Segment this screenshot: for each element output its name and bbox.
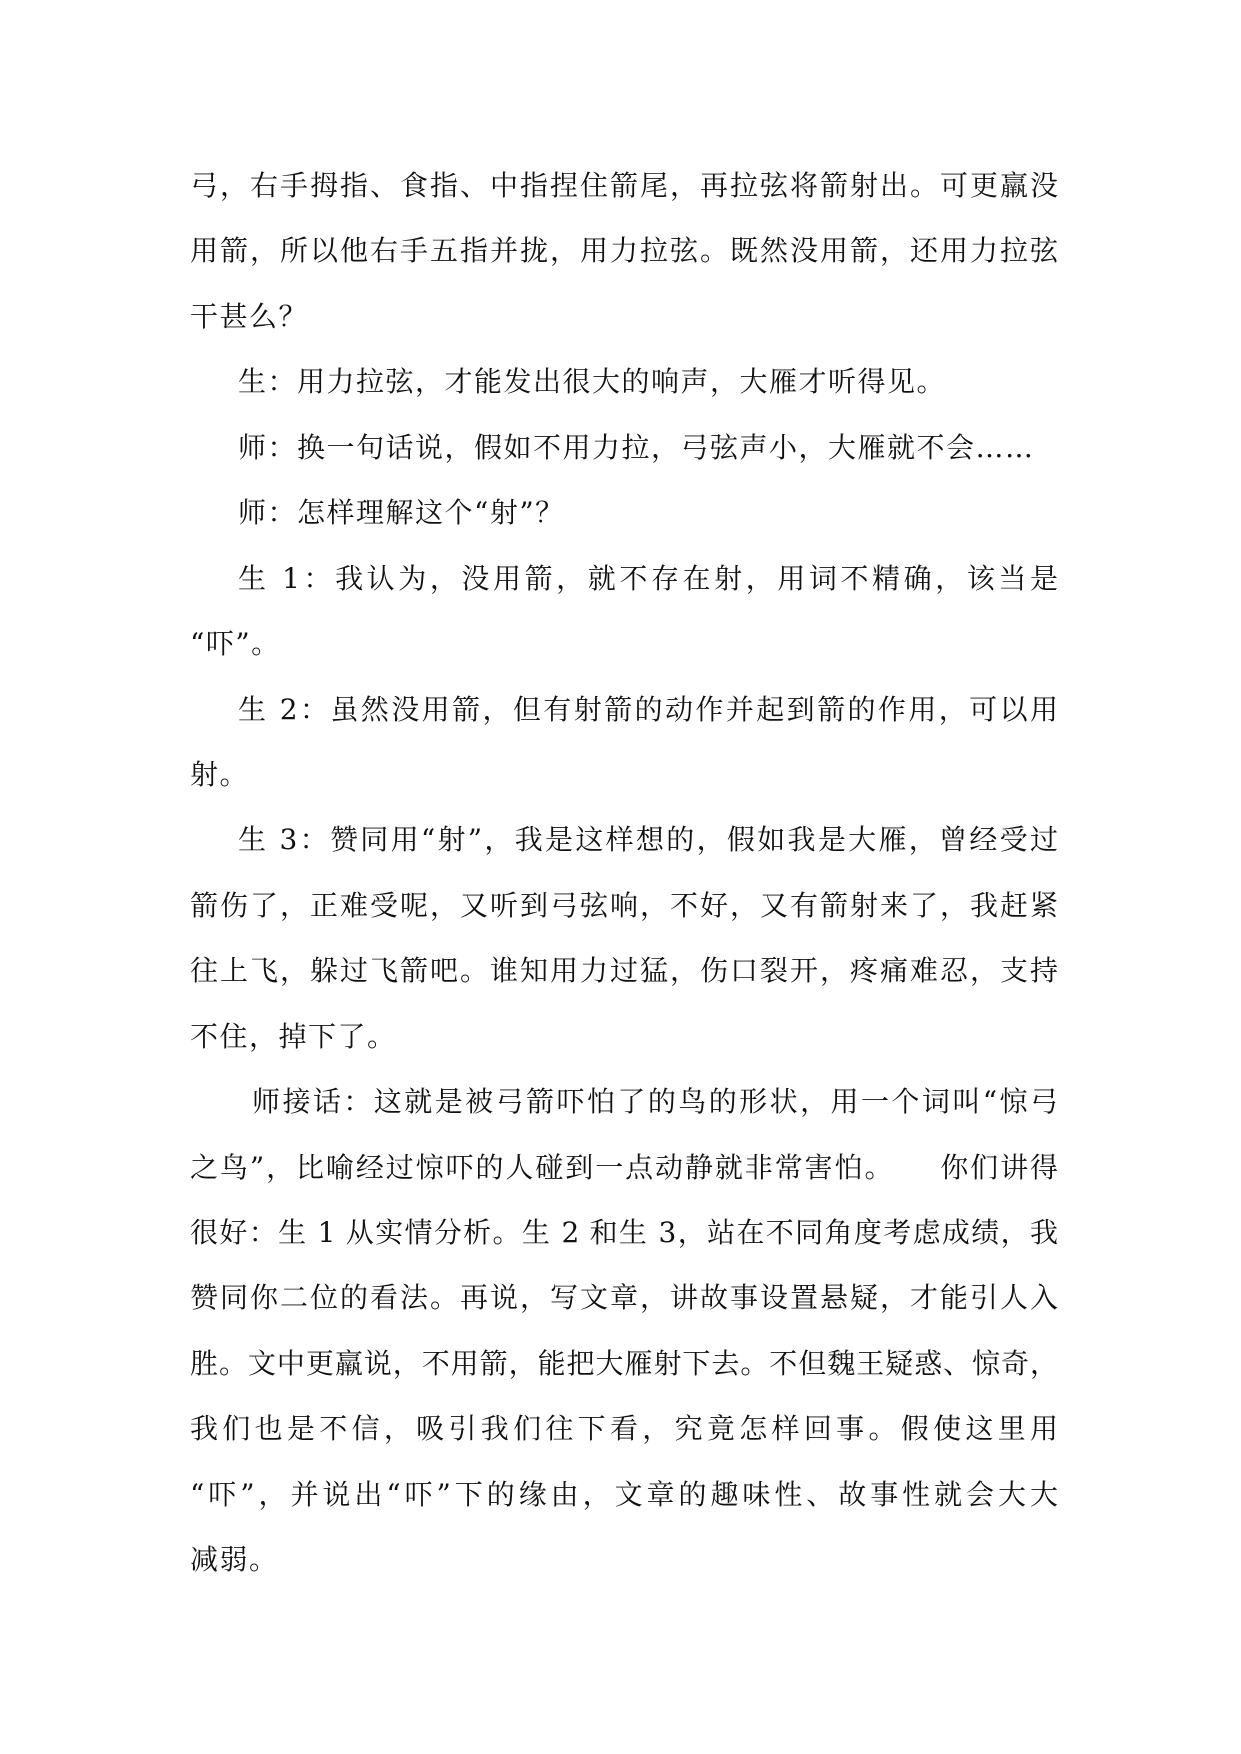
paragraph (190, 166, 1058, 362)
text-line: “吓”。 (190, 627, 281, 661)
paragraph (190, 428, 1058, 493)
paragraph (190, 690, 1058, 821)
text-line: 很好：生 1 从实情分析。生 2 和生 3，站在不同角度考虑成绩，我 (190, 1216, 1058, 1249)
text-line: 弓，右手拇指、食指、中指捏住箭尾，再拉弦将箭射出。可更羸没 (190, 169, 1058, 202)
text-line: 箭伤了，正难受呢，又听到弓弦响，不好，又有箭射来了，我赶紧 (190, 888, 1058, 922)
text-line: 减弱。 (190, 1543, 279, 1577)
text-line: 赞同你二位的看法。再说，写文章，讲故事设置悬疑，才能引人入 (190, 1281, 1058, 1315)
text-line: 往上飞，躲过飞箭吧。谁知用力过猛，伤口裂开，疼痛难忍，支持 (190, 954, 1058, 988)
paragraph (190, 1082, 1058, 1606)
text-line: 师接话：这就是被弓箭吓怕了的鸟的形状，用一个词叫“惊弓 (252, 1085, 1058, 1119)
text-line: “吓”，并说出“吓”下的缘由，文章的趣味性、故事性就会大大 (190, 1477, 1058, 1511)
document-body (190, 166, 1058, 1606)
paragraph (190, 493, 1058, 558)
text-line: 干甚么？ (190, 299, 309, 333)
text-line: 之鸟”，比喻经过惊吓的人碰到一点动静就非常害怕。 你们讲得 (190, 1150, 1058, 1184)
text-line: 师：怎样理解这个“射”？ (238, 496, 565, 530)
text-line: 师：换一句话说，假如不用力拉，弓弦声小，大雁就不会…… (238, 430, 1035, 464)
paragraph (190, 820, 1058, 1082)
text-line: 生：用力拉弦，才能发出很大的响声，大雁才听得见。 (238, 365, 947, 399)
text-line: 我们也是不信，吸引我们往下看，究竟怎样回事。假使这里用 (190, 1412, 1058, 1446)
text-line: 生 3：赞同用“射”，我是这样想的，假如我是大雁，曾经受过 (238, 823, 1058, 857)
text-line: 射。 (190, 757, 250, 791)
text-line: 不住，掉下了。 (190, 1019, 397, 1053)
text-line: 生 1：我认为，没用箭，就不存在射，用词不精确，该当是 (238, 561, 1058, 595)
text-line: 用箭，所以他右手五指并拢，用力拉弦。既然没用箭，还用力拉弦 (190, 234, 1058, 268)
text-line: 生 2：虽然没用箭，但有射箭的动作并起到箭的作用，可以用 (238, 692, 1058, 726)
text-line: 胜。文中更羸说，不用箭，能把大雁射下去。不但魏王疑惑、惊奇， (190, 1346, 1058, 1380)
paragraph (190, 362, 1058, 427)
paragraph (190, 559, 1058, 690)
